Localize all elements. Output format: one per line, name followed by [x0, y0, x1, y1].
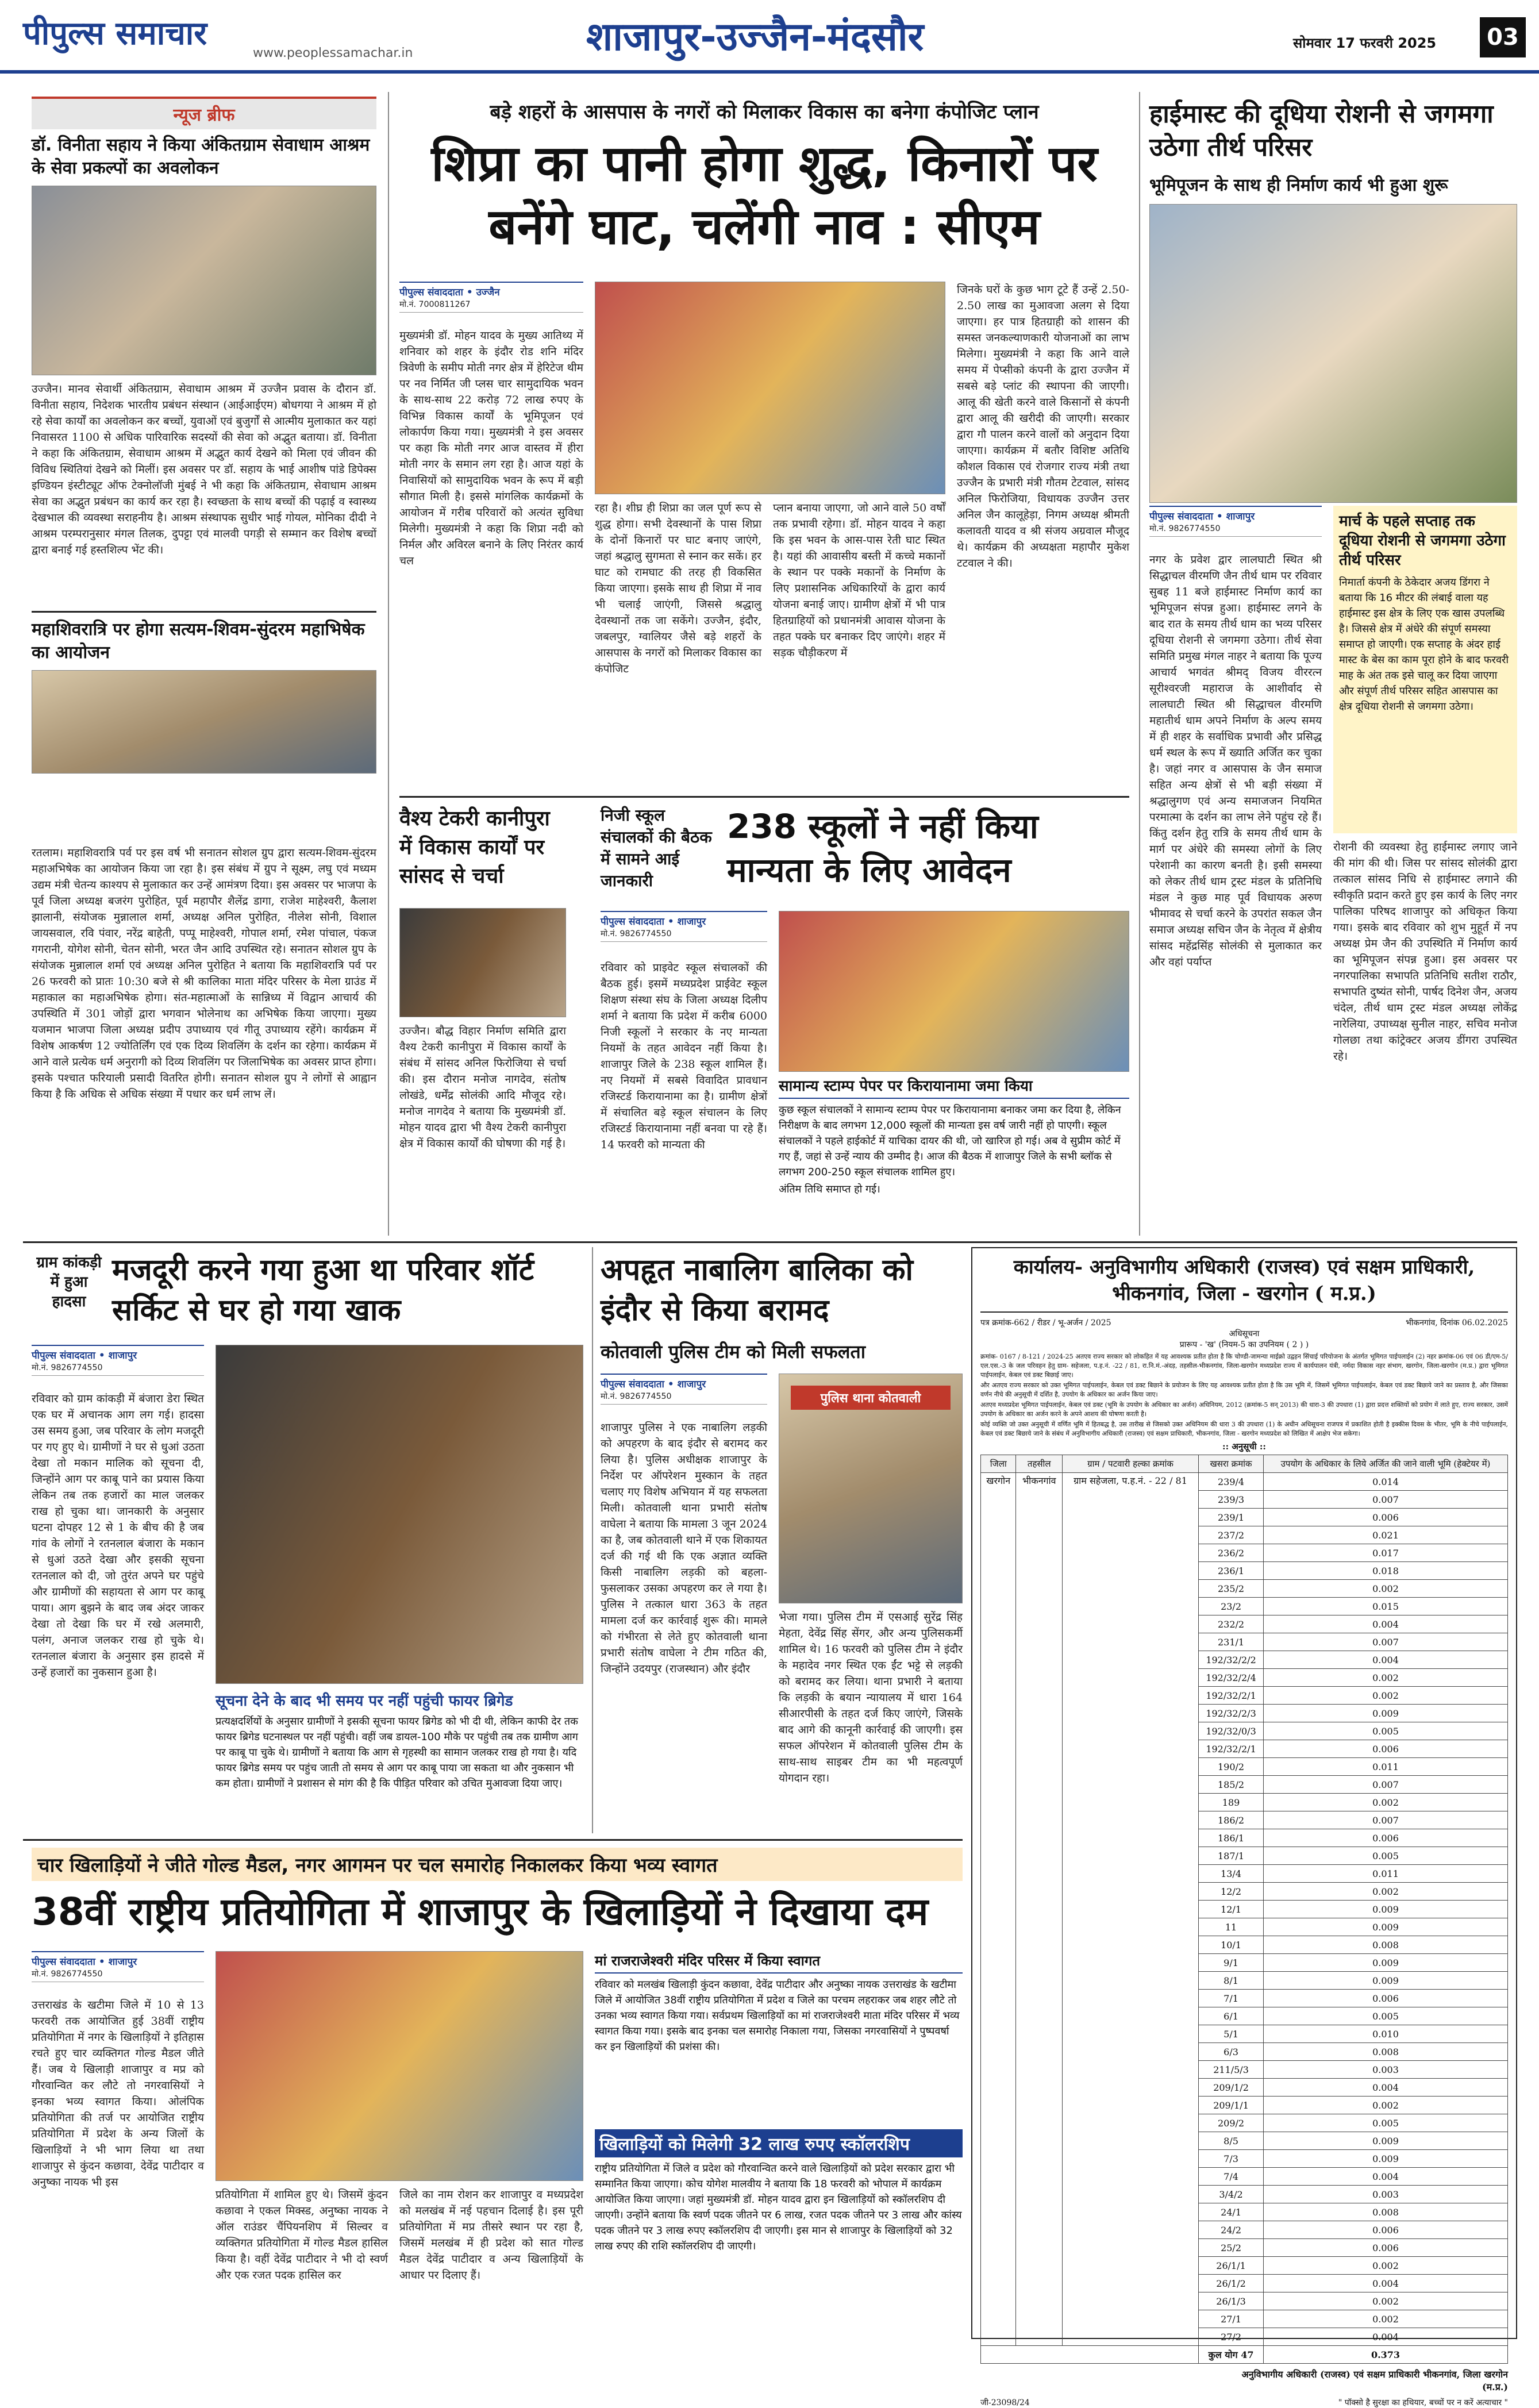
shipra-headline: शिप्रा का पानी होगा शुद्ध, किनारों पर बनेंगे घाट, चलेंगी नाव : सीएम [431, 135, 1098, 256]
shipra-byline: पीपुल्स संवाददाता • उज्जैन मो.नं. 7000811267 [399, 282, 583, 313]
table-cell: 0.006 [1264, 1509, 1508, 1526]
table-cell: 0.002 [1264, 2292, 1508, 2310]
table-cell: 209/1/2 [1199, 2079, 1264, 2097]
highmast-bhoomipujan-photo [1149, 204, 1517, 503]
table-cell: 0.011 [1264, 1758, 1508, 1776]
highmast-subheadline: भूमिपूजन के साथ ही निर्माण कार्य भी हुआ शुरू [1149, 175, 1448, 195]
sports-col-1: उत्तराखंड के खटीमा जिले में 10 से 13 फरवरी तक आयोजित हुई 38वीं राष्ट्रीय प्रतियोगिता में नगर के खिलाड़ियों ने इतिहास रचते हुए चार व्यक्तिगत गोल्ड मैडल जीते हैं। जब ये खिलाड़ी शाजापुर व मप्र को गौरवान्वित कर लौटे तो नगरवासियों ने इनका भव्य स्वागत किया। ओलंपिक प्रतियोगिता की तर्ज पर आयोजित राष्ट्रीय प्रतियोगिता में प्रदेश के अन्य जिलों के खिलाड़ियों ने भी भाग लिया था तथा शाजापुर से कुंदन कछावा, देवेंद्र पाटीदार व अनुष्का नायक भी इस [32, 1999, 204, 2188]
table-cell: 186/1 [1199, 1829, 1264, 1847]
table-cell: 0.002 [1264, 2097, 1508, 2114]
table-cell: 0.018 [1264, 1562, 1508, 1580]
table-cell: 0.006 [1264, 2239, 1508, 2257]
fire-box [216, 1690, 583, 1828]
notice-ref: पत्र क्रमांक-662 / रीडर / भू-अर्जन / 2025 [980, 1318, 1111, 1328]
minor-subheadline: कोतवाली पुलिस टीम को मिली सफलता [601, 1341, 866, 1363]
table-cell: 239/1 [1199, 1509, 1264, 1526]
table-cell: 209/2 [1199, 2114, 1264, 2132]
table-cell: 0.009 [1264, 1954, 1508, 1972]
table-cell: 0.008 [1264, 2043, 1508, 2061]
table-cell: 0.006 [1264, 1990, 1508, 2007]
table-cell: 25/2 [1199, 2239, 1264, 2257]
table-cell: 237/2 [1199, 1526, 1264, 1544]
table-cell: 185/2 [1199, 1776, 1264, 1794]
sports-box-welcome [595, 1951, 963, 2124]
sports-headline: 38वीं राष्ट्रीय प्रतियोगिता में शाजापुर के खिलाड़ियों ने दिखाया दम [32, 1890, 929, 1934]
divider [32, 611, 376, 613]
table-cell: 192/32/2/2 [1199, 1651, 1264, 1669]
table-cell: 9/1 [1199, 1954, 1264, 1972]
table-cell: 6/1 [1199, 2007, 1264, 2025]
table-cell: 6/3 [1199, 2043, 1264, 2061]
table-cell [981, 2346, 1199, 2364]
divider [399, 796, 1129, 798]
sports-box-scholarship [595, 2129, 963, 2342]
fire-headline: मजदूरी करने गया हुआ था परिवार शॉर्ट सर्किट से घर हो गया खाक [112, 1253, 534, 1328]
divider [23, 1839, 963, 1841]
table-cell: 26/1/1 [1199, 2257, 1264, 2275]
table-cell: 0.017 [1264, 1544, 1508, 1562]
minor-headline: अपहृत नाबालिग बालिका को इंदौर से किया बरामद [601, 1253, 913, 1328]
mahashivratri-headline: महाशिवरात्रि पर होगा सत्यम-शिवम-सुंदरम महाभिषेक का आयोजन [32, 620, 365, 663]
notice-form2: प्रारूप - 'ख' (नियम-5 का उपनियम ( 2 ) ) [1179, 1340, 1309, 1349]
minor-byline: पीपुल्स संवाददाता • शाजापुर मो.नं. 9826774550 [601, 1374, 767, 1405]
table-cell: 23/2 [1199, 1598, 1264, 1615]
schools-col-1: रविवार को प्राइवेट स्कूल संचालकों की बैठक हुई। इसमें मध्यप्रदेश प्राईवेट स्कूल शिक्षण संस्था संघ के जिला अध्यक्ष दिलीप शर्मा ने बताया कि प्रदेश में करीब 6000 निजी स्कूलों ने सरकार के नए मान्यता नियमों के तहत आवेदन नहीं किया है। शाजापुर जिले के 238 स्कूल शामिल हैं। नए नियमों में सबसे विवादित प्रावधान रजिस्टर्ड किरायानामा का है। ग्रामीण क्षेत्रों में संचालित बड़े स्कूल संचालन के लिए रजिस्टर्ड किरायानामा नहीं बनवा पा रहे हैं। 14 फरवरी को मान्यता की [601, 961, 767, 1151]
highmast-box [1333, 506, 1517, 833]
notice-para: क्रमांक- 0167 / 8-121 / 2024-25 अतएव राज्य सरकार को लोकहित में यह आवश्यक प्रतीत होता है कि चोण्डी-जामन्या माईक्रो उद्वहन सिंचाई परियोजना के अंतर्गत भूमिगत पाईपलाईन (2) नहर क्रमांक-06 एवं 06 डी/एम-5/एल.एस.-3 के जल परिवहन हेतु ग्राम- सहेजला, प.ह.नं. -22 / 81, रा.नि.मं.-अंदड़, तहसील-भीकनगांव, जिला-खरगोन मध्यप्रदेश राज्य में कार्यपालन यंत्री, नर्मदा विकास नहर संभाग, खरगोन, जिला-खरगोन (म.प्र.) द्वारा भूमिगत पाईपलाईन, केबल एवं डक्ट बिछाई जाए। [980, 1353, 1508, 1379]
table-cell: 26/1/3 [1199, 2292, 1264, 2310]
table-cell: 10/1 [1199, 1936, 1264, 1954]
notice-para: कोई व्यक्ति जो उक्त अनुसूची में वर्णित भूमि में हितबद्ध है, उस तारीख से जिसको उक्त अधिनियम की धारा 3 की उपधारा (1) के अधीन अधिसूचना राजपत्र में प्रकाशित होती है इक्कीस दिवस के भीतर, भूमि के नीचे पाईपलाईन, केबल एवं डक्ट बिछाये जाने के संबंध में अनुविभागीय अधिकारी (राजस्व) एवं सक्षम प्राधिकारी, भीकनगांव, जिला - खरगोन मध्यप्रदेश को लिखित में आक्षेप भेज सकेगा। [980, 1421, 1508, 1437]
table-cell: 189 [1199, 1794, 1264, 1811]
sports-col-2: प्रतियोगिता में शामिल हुए थे। जिसमें कुंदन कछावा ने एकल मिक्स्ड, अनुष्का नायक ने ऑल राउंडर चैंपियनशिप में सिल्वर व व्यक्तिगत प्रतियोगिता में गोल्ड मैडल हासिल किया है। वहीं देवेंद्र पाटीदार ने भी दो स्वर्ण और एक रजत पदक हासिल कर [216, 2188, 388, 2282]
sports-box-scholarship-body: राष्ट्रीय प्रतियोगिता में जिले व प्रदेश को गौरवान्वित करने वाले खिलाड़ियों को प्रदेश सरकार द्वारा भी सम्मानित किया जाएगा। कोच योगेश मालवीय ने बताया कि 18 फरवरी को भोपाल में कार्यक्रम आयोजित किया जाएगा। जहां मुख्यमंत्री डॉ. मोहन यादव द्वारा इन खिलाड़ियों को स्कॉलरशिप दी जाएगी। उन्होंने बताया कि स्वर्ण पदक जीतने पर 6 लाख, रजत पदक जीतने पर 3 लाख और कांस्य पदक जीतने पर 3 लाख रुपए स्कॉलरशिप दी जाएगी। इस मान से शाजापुर के खिलाड़ियों को 32 लाख रुपए की राशि स्कॉलरशिप दी जाएगी। [595, 2163, 962, 2252]
table-cell: 0.005 [1264, 1722, 1508, 1740]
schools-meeting-photo [779, 911, 1129, 1072]
brief-body: उज्जैन। मानव सेवार्थी अंकितग्राम, सेवाधाम आश्रम में उज्जैन प्रवास के दौरान डॉ. विनीता सहाय, निदेशक भारतीय प्रबंधन संस्थान (आईआईएम) बोधगया ने आश्रम में हो रहे सेवा कार्यों का अवलोकन कर बच्चों, युवाओं एवं बुजुर्गों से आत्मीय मुलाकात कर यहां निवासरत 1100 से अधिक पारिवारिक सदस्यों की सेवा को अद्भुत बताया। डॉ. विनीता ने कहा कि अंकितग्राम, सेवाधाम आश्रम में अद्भुत कार्य देखने को मिला एवं जीवन की विविध स्थितियां देखने को मिलीं। इस अवसर पर डॉ. सहाय के भाई आशीष पांडे डिपेक्स इण्डियन इंस्टीट्यूट ऑफ टेक्नोलॉजी मुंबई ने भी कहा कि अंकितग्राम, सेवाधाम आश्रम सेवा का अद्भुत प्रबंधन का कार्य कर रहा है। स्वच्छता के साथ बच्चों की पढ़ाई व स्वास्थ्य देखभाल की व्यवस्था सराहनीय है। आश्रम संस्थापक सुधीर भाई गोयल, मोनिका दीदी ने आश्रम परम्परानुसार मंगल तिलक, दुपट्टा एवं मालवी पगड़ी से सम्मान कर विशेष बच्चों द्वारा बनाई गई हस्तशिल्प भेंट की। [32, 383, 376, 556]
mahashivratri-photo [32, 670, 376, 774]
table-cell: 7/4 [1199, 2168, 1264, 2186]
table-cell: 0.010 [1264, 2025, 1508, 2043]
stamp-box-tail: अंतिम तिथि समाप्त हो गई। [779, 1183, 880, 1195]
table-cell: 0.002 [1264, 1883, 1508, 1901]
table-cell: 192/32/0/3 [1199, 1722, 1264, 1740]
notice-signatory: अनुविभागीय अधिकारी (राजस्व) एवं सक्षम प्राधिकारी भीकनगांव, जिला खरगोन (म.प्र.) [1241, 2369, 1508, 2392]
table-cell: भीकनगांव [1016, 1473, 1063, 2346]
table-cell: 13/4 [1199, 1865, 1264, 1883]
ashram-visit-photo [32, 186, 376, 375]
table-cell: 26/1/2 [1199, 2275, 1264, 2292]
column-rule [388, 92, 389, 1236]
issue-date: सोमवार 17 फरवरी 2025 [1293, 35, 1437, 51]
table-cell: 0.005 [1264, 2007, 1508, 2025]
table-cell: 7/1 [1199, 1990, 1264, 2007]
minor-col-1: शाजापुर पुलिस ने एक नाबालिग लड़की को अपहरण के बाद इंदौर से बरामद कर लिया है। पुलिस अधीक्षक शाजापुर के निर्देश पर ऑपरेशन मुस्कान के तहत चलाए गए विशेष अभियान में यह सफलता मिली। कोतवाली थाना प्रभारी संतोष वाघेला ने बताया कि मामला 3 जून 2024 का है, जब कोतवाली थाने में एक शिकायत दर्ज की गई थी कि एक अज्ञात व्यक्ति किसी नाबालिग लड़की को बहला-फुसलाकर उसका अपहरण कर ले गया है। पुलिस ने तत्काल धारा 363 के तहत मामला दर्ज कर कार्रवाई शुरू की। मामले को गंभीरता से लेते हुए कोतवाली थाना प्रभारी संतोष वाघेला ने टीम गठित की, जिन्होंने उदयपुर (राजस्थान) और इंदौर [601, 1421, 767, 1675]
table-cell: 239/4 [1199, 1473, 1264, 1491]
notice-slogan: " पॉक्सो है सुरक्षा का हथियार, बच्चों पर न करें अत्याचार " [1338, 2398, 1508, 2407]
table-cell: 0.004 [1264, 1615, 1508, 1633]
table-header: उपयोग के अधिकार के लिये अर्जित की जाने वाली भूमि (हेक्टेयर में) [1264, 1455, 1508, 1473]
table-cell: 187/1 [1199, 1847, 1264, 1865]
table-cell: 0.009 [1264, 2132, 1508, 2150]
police-station-photo [779, 1374, 963, 1603]
divider [23, 1241, 1517, 1243]
fire-damage-photo [216, 1345, 583, 1684]
table-cell: 0.005 [1264, 1847, 1508, 1865]
shipra-col-4: जिनके घरों के कुछ भाग टूटे हैं उन्हें 2.50-2.50 लाख का मुआवजा अलग से दिया जाएगा। हर पात्र हितग्राही को शासन की समस्त जनकल्याणकारी योजनाओं का लाभ मिलेगा। मुख्यमंत्री ने कहा कि आने वाले समय में पेप्सीको कंपनी के द्वारा उज्जैन में सबसे बड़े प्लांट की स्थापना की जाएगी। आलू की खेती करने वाले किसानों से कंपनी द्वारा आलू की खरीदी की जाएगी। सरकार द्वारा गौ पालन करने वालों को अनुदान दिया जाएगा। कार्यक्रम में बतौर विशिष्ट अतिथि कौशल विकास एवं रोजगार राज्य मंत्री तथा उज्जैन के प्रभारी मंत्री गौतम टेटवाल, सांसद अनिल फिरोजिया, विधायक उज्जैन उत्तर अनिल जैन कालूहेड़ा, निगम अध्यक्ष श्रीमती कलावती यादव व श्री संजय अग्रवाल मौजूद थे। कार्यक्रम की अध्यक्षता महापौर मुकेश टटवाल ने की। [957, 283, 1129, 570]
masthead [0, 0, 1539, 74]
notice-para: और अतएव राज्य सरकार को उक्त भूमिगत पाईपलाईन, केबल एवं डक्ट बिछाने के प्रयोजन के लिए यह आवश्यक प्रतीत होता है कि उस भूमि में, जिसमें भूमिगत पाईपलाईन, केबल एवं डक्ट बिछाये जाने का प्रस्ताव है, और जिसका वर्णन नीचे की अनुसूची में दर्शित है, उपयोग के अधिकार का अर्जन किया जाए। [980, 1382, 1508, 1398]
table-cell: 0.007 [1264, 1491, 1508, 1509]
table-cell: 236/1 [1199, 1562, 1264, 1580]
section-title-text: शाजापुर-उज्जैन-मंदसौर [586, 14, 924, 60]
table-cell: 0.002 [1264, 2257, 1508, 2275]
sports-box-welcome-title: मां राजराजेश्वरी मंदिर परिसर में किया स्वागत [595, 1951, 963, 1974]
table-cell: 0.006 [1264, 1829, 1508, 1847]
table-cell: 0.007 [1264, 1633, 1508, 1651]
table-cell: 0.004 [1264, 2079, 1508, 2097]
highmast-box-body: निमार्ता कंपनी के ठेकेदार अजय डिंगरा ने बताया कि 16 मीटर की लंबाई वाला यह हाईमास्ट इस क्षेत्र के लिए एक खास उपलब्धि है। जिससे क्षेत्र में अंधेरे की संपूर्ण समस्या समाप्त हो जाएगी। एक सप्ताह के अंदर हाई मास्ट के बेस का काम पूरा होने के बाद फरवरी माह के अंत तक इसे चालू कर दिया जाएगा और संपूर्ण तीर्थ परिसर सहित आसपास का क्षेत्र दूधिया रोशनी से जगमगा उठेगा। [1339, 576, 1509, 713]
table-cell: 239/3 [1199, 1491, 1264, 1509]
minor-col-2: भेजा गया। पुलिस टीम में एसआई सुरेंद्र सिंह मेहता, देवेंद्र सिंह सेंगर, और अन्य पुलिसकर्मी शामिल थे। 16 फरवरी को पुलिस टीम ने इंदौर के महादेव नगर स्थित एक ईंट भट्टे से लड़की को बरामद कर लिया। थाना प्रभारी ने बताया कि लड़की के बयान न्यायालय में धारा 164 सीआरपीसी के तहत दर्ज किए जाएंगे, जिसके बाद आगे की कानूनी कार्रवाई की जाएगी। इस सफल ऑपरेशन में कोतवाली पुलिस टीम के साथ-साथ साइबर टीम का भी महत्वपूर्ण योगदान रहा। [779, 1611, 963, 1784]
table-cell: 0.009 [1264, 1901, 1508, 1918]
fire-kicker: ग्राम कांकड़ी में हुआ हादसा [36, 1254, 102, 1310]
table-header: तहसील [1016, 1455, 1063, 1473]
section-title [586, 8, 1218, 66]
table-cell: 232/2 [1199, 1615, 1264, 1633]
column-rule [592, 1247, 593, 1833]
table-cell: 0.004 [1264, 2275, 1508, 2292]
table-cell: 0.002 [1264, 1580, 1508, 1598]
table-cell: 24/2 [1199, 2221, 1264, 2239]
table-cell: 192/32/2/1 [1199, 1740, 1264, 1758]
table-cell: 0.002 [1264, 1687, 1508, 1705]
table-cell: 0.004 [1264, 2168, 1508, 2186]
highmast-byline: पीपुल्स संवाददाता • शाजापुर मो.नं. 9826774550 [1149, 506, 1322, 537]
table-cell: कुल योग 47 [1199, 2346, 1264, 2364]
table-cell: खरगोन [981, 1473, 1016, 2346]
table-cell: 0.006 [1264, 2221, 1508, 2239]
police-station-sign: पुलिस थाना कोतवाली [791, 1386, 951, 1410]
table-cell: 0.015 [1264, 1598, 1508, 1615]
table-cell: 236/2 [1199, 1544, 1264, 1562]
table-cell: 0.007 [1264, 1811, 1508, 1829]
shipra-col-1: मुख्यमंत्री डॉ. मोहन यादव के मुख्य आतिथ्य में शनिवार को शहर के इंदौर रोड शनि मंदिर त्रिवेणी के समीप मोती नगर क्षेत्र में हेरिटेज थीम पर नव निर्मित जी प्लस चार सामुदायिक भवन के साथ-साथ 22 करोड़ 72 लाख रुपए के विभिन्न विकास कार्यों के भूमिपूजन एवं लोकार्पण किया गया। मुख्यमंत्री ने इस अवसर पर कहा कि मोती नगर आज वास्तव में हीरा मोती नगर के समान लग रहा है। आज यहां के निवासियों को सामुदायिक भवन के रूप में बड़ी सौगात मिली है। इससे मांगलिक कार्यक्रमों के आयोजन में गरीब परिवारों को अत्यंत सुविधा मिलेगी। मुख्यमंत्री ने कहा कि शिप्रा नदी को निर्मल और अविरल बनाने के लिए निरंतर कार्य चल [399, 329, 583, 567]
schools-headline: 238 स्कूलों ने नहीं किया मान्यता के लिए आवेदन [727, 807, 1038, 890]
notice-date: भीकनगांव, दिनांक 06.02.2025 [1406, 1318, 1508, 1328]
schools-kicker: निजी स्कूल संचालकों की बैठक में सामने आई जानकारी [601, 806, 712, 890]
highmast-headline: हाईमास्ट की दूधिया रोशनी से जगमगा उठेगा तीर्थ परिसर [1149, 99, 1494, 162]
table-cell: 192/32/2/4 [1199, 1669, 1264, 1687]
table-cell: 12/2 [1199, 1883, 1264, 1901]
sports-col-3: जिले का नाम रोशन कर शाजापुर व मध्यप्रदेश को मलखंब में नई पहचान दिलाई है। इस पूरी प्रतियोगिता में मप्र तीसरे स्थान पर रहा है, जिसमें मलखंब में ही प्रदेश को सात गोल्ड मैडल देवेंद्र पाटीदार व अन्य खिलाड़ियों के आधार पर दिलाए हैं। [399, 2188, 583, 2282]
table-cell: 0.004 [1264, 1651, 1508, 1669]
website-url: www.peoplessamachar.in [253, 46, 413, 60]
table-cell: 8/1 [1199, 1972, 1264, 1990]
table-cell: 12/1 [1199, 1901, 1264, 1918]
table-cell: 11 [1199, 1918, 1264, 1936]
table-header: जिला [981, 1455, 1016, 1473]
sports-kicker: चार खिलाड़ियों ने जीते गोल्ड मैडल, नगर आगमन पर चल समारोह निकालकर किया भव्य स्वागत [32, 1848, 963, 1881]
table-cell: 5/1 [1199, 2025, 1264, 2043]
schedule-title: :: अनुसूची :: [1222, 1441, 1266, 1452]
notice-title: कार्यालय- अनुविभागीय अधिकारी (राजस्व) एवं सक्षम प्राधिकारी, भीकनगांव, जिला - खरगोन ( म.प्र.) [980, 1254, 1508, 1313]
sports-byline: पीपुल्स संवाददाता • शाजापुर मो.नं. 9826774550 [32, 1951, 204, 1982]
vaishya-headline: वैश्य टेकरी कानीपुरा में विकास कार्यों पर सांसद से चर्चा [399, 807, 550, 888]
stamp-box-title: सामान्य स्टाम्प पेपर पर किरायानामा जमा किया [779, 1075, 1129, 1099]
shipra-kicker: बड़े शहरों के आसपास के नगरों को मिलाकर विकास का बनेगा कंपोजिट प्लान [490, 101, 1039, 124]
sports-welcome-photo [216, 1951, 583, 2181]
sports-box-welcome-body: रविवार को मलखंब खिलाड़ी कुंदन कछावा, देवेंद्र पाटीदार और अनुष्का नायक उत्तराखंड के खटीमा जिले में आयोजित 38वीं राष्ट्रीय प्रतियोगिता में प्रदेश व जिले का परचम लहराकर जब शहर लौटे तो उनका भव्य स्वागत किया गया। सर्वप्रथम खिलाड़ियों का मां राजराजेश्वरी माता मंदिर परिसर में भव्य स्वागत किया गया। इसके बाद इनका चल समारोह निकाला गया, जिसका नगरवासियों ने पुष्पवर्षा कर इन खिलाड़ियों की प्रशंसा की। [595, 1979, 960, 2053]
land-notice [971, 1247, 1517, 2407]
table-cell: 8/5 [1199, 2132, 1264, 2150]
table-cell: 0.003 [1264, 2186, 1508, 2203]
table-cell: 0.005 [1264, 2114, 1508, 2132]
table-header: खसरा क्रमांक [1199, 1455, 1264, 1473]
table-header: ग्राम / पटवारी हल्का क्रमांक [1063, 1455, 1199, 1473]
vaishya-photo [399, 908, 566, 1017]
table-cell: 0.008 [1264, 2203, 1508, 2221]
schools-stamp-box [779, 1075, 1129, 1230]
brief-headline: डॉ. विनीता सहाय ने किया अंकितग्राम सेवाधाम आश्रम के सेवा प्रकल्पों का अवलोकन [32, 135, 370, 178]
highmast-box-title: मार्च के पहले सप्ताह तक दूधिया रोशनी से जगमगा उठेगा तीर्थ परिसर [1339, 513, 1506, 569]
table-cell: 186/2 [1199, 1811, 1264, 1829]
table-row [981, 1473, 1508, 1491]
table-cell: 0.002 [1264, 1794, 1508, 1811]
table-cell: 0.008 [1264, 1936, 1508, 1954]
table-cell: 0.009 [1264, 1918, 1508, 1936]
stamp-box-body: कुछ स्कूल संचालकों ने सामान्य स्टाम्प पेपर पर किरायानामा बनाकर जमा कर दिया है, लेकिन निरीक्षण के बाद लगभग 12,000 स्कूलों की मान्यता इस वर्ष जारी नहीं हो पाएगी। स्कूल संचालकों ने पहले हाईकोर्ट में याचिका दायर की थी, जो खारिज हो गई। अब वे सुप्रीम कोर्ट में गए हैं, जहां से उन्हें न्याय की उम्मीद है। आज की बैठक में शाजापुर जिले के सभी ब्लॉक से लगभग 200-250 स्कूल संचालक शामिल हुए। [779, 1104, 1121, 1178]
page-number: 03 [1480, 17, 1526, 57]
table-cell: 3/4/2 [1199, 2186, 1264, 2203]
brief-tag: न्यूज ब्रीफ [32, 97, 376, 129]
table-cell: 27/1 [1199, 2310, 1264, 2328]
brand-logo [23, 10, 287, 62]
table-cell: 27/2 [1199, 2328, 1264, 2346]
table-cell: 192/32/2/3 [1199, 1705, 1264, 1722]
notice-code: जी-23098/24 [980, 2398, 1030, 2407]
table-cell: 0.011 [1264, 1865, 1508, 1883]
sports-box-scholarship-title: खिलाड़ियों को मिलेगी 32 लाख रुपए स्कॉलरशिप [595, 2129, 963, 2157]
fire-box-body: प्रत्यक्षदर्शियों के अनुसार ग्रामीणों ने इसकी सूचना फायर ब्रिगेड को भी दी थी, लेकिन काफी देर तक फायर ब्रिगेड घटनास्थल पर नहीं पहुंची। वहीं जब डायल-100 मौके पर पहुंची तब तक ग्रामीण आग पर काबू पा चुके थे। ग्रामीणों ने बताया कि आग से गृहस्थी का सामान जलकर राख हो गया है। यदि फायर ब्रिगेड समय पर पहुंच जाती तो समय से आग पर काबू पाया जा सकता था और नुकसान भी कम होता। ग्रामीणों ने प्रशासन से मांग की है कि पीड़ित परिवार को उचित मुआवजा दिया जाए। [216, 1715, 578, 1790]
fire-body: रविवार को ग्राम कांकड़ी में बंजारा डेरा स्थित एक घर में अचानक आग लग गई। हादसा उस समय हुआ, जब परिवार के लोग मजदूरी पर गए हुए थे। ग्रामीणों ने घर से धुआं उठता देखा तो मकान मालिक को सूचना दी, जिन्होंने आग पर काबू पाने का प्रयास किया लेकिन तब तक हजारों का माल जलकर राख हो चुका था। जानकारी के अनुसार घटना दोपहर 12 से 1 के बीच की है जब गांव के लोगों ने रतनलाल बंजारा के मकान से धुआं उठते देखा और इसकी सूचना रतनलाल को दी, जो तुरंत अपने घर पहुंचे और ग्रामीणों की सहायता से आग पर काबू पाया। आग बुझने के बाद जब अंदर जाकर देखा तो देखा कि घर में रखे अलमारी, पलंग, अनाज जलकर राख हो चुके थे। रतनलाल बंजारा के अनुसार इस हादसे में उन्हें हजारों का नुकसान हुआ है। [32, 1393, 204, 1679]
table-cell: 7/3 [1199, 2150, 1264, 2168]
table-cell: 190/2 [1199, 1758, 1264, 1776]
table-cell: 0.373 [1264, 2346, 1508, 2364]
column-rule [1139, 92, 1140, 1236]
shipra-col-3: प्लान बनाया जाएगा, जो आने वाले 50 वर्षों तक प्रभावी रहेगा। डॉ. मोहन यादव ने कहा कि इस भवन के आस-पास रेती घाट स्थित है। यहां की आवासीय बस्ती में कच्चे मकानों के स्थान पर पक्के मकानों के निर्माण के लिए प्रशासनिक अधिकारियों के द्वारा कार्य योजना बनाई जाए। ग्रामीण क्षेत्रों में भी पात्र हितग्राहियों को प्रधानमंत्री आवास योजना के तहत पक्के घर बनाकर दिए जाएंगे। शहर में सड़क चौड़ीकरण में [773, 502, 945, 659]
table-cell: 0.021 [1264, 1526, 1508, 1544]
highmast-col-1: नगर के प्रवेश द्वार लालघाटी स्थित श्री सिद्धाचल वीरमणि जैन तीर्थ धाम पर रविवार सुबह 11 बजे हाईमास्ट निर्माण कार्य का भूमिपूजन संपन्न हुआ। हाईमास्ट लगने के बाद रात के समय तीर्थ धाम का भव्य परिसर दूधिया रोशनी से जगमगा उठेगा। तीर्थ सेवा समिति प्रमुख मंगल नाहर ने बताया कि पूज्य आचार्य भगवंत श्रीमद् विजय वीररत्न सूरीश्वरजी महाराज के आशीर्वाद से लालघाटी स्थित श्री सिद्धाचल वीरमणि महातीर्थ धाम अपने निर्माण के अल्प समय में ही शहर के सर्वाधिक प्रभावी और प्रसिद्ध धर्म स्थल के रूप में ख्याति अर्जित कर चुका है। जहां नगर व आसपास के जैन समाज सहित अन्य क्षेत्रों से भी बड़ी संख्या में श्रद्धालुगण एवं अन्य समाजजन नियमित परमात्मा के दर्शन का लाभ लेने पहुंच रहे हैं। किंतु दर्शन हेतु रात्रि के समय तीर्थ धाम के मार्ग पर अंधेरे की समस्या लोगों के लिए परेशानी का कारण बनती है। इसी समस्या को लेकर तीर्थ धाम ट्रस्ट मंडल के प्रतिनिधि मंडल ने कुछ माह पूर्व विधायक अरुण भीमावद से चर्चा करने के उपरांत सकल जैन समाज अध्यक्ष सचिन जैन के नेतृत्व में क्षेत्रीय सांसद महेंद्रसिंह सोलंकी से मुलाकात कर और वहां पर्याप्त [1149, 553, 1322, 968]
fire-box-title: सूचना देने के बाद भी समय पर नहीं पहुंची फायर ब्रिगेड [216, 1692, 513, 1710]
land-schedule-table [980, 1455, 1508, 2364]
vaishya-body: उज्जैन। बौद्ध विहार निर्माण समिति द्वारा वैश्य टेकरी कानीपुरा में विकास कार्यों के संबंध में सांसद अनिल फिरोजिया से चर्चा की। इस दौरान मनोज नागदेव, संतोष लोखंडे, धर्मेंद्र सोलंकी आदि मौजूद रहे। मनोज नागदेव ने बताया कि मुख्यमंत्री डॉ. मोहन यादव द्वारा भी वैश्य टेकरी कानीपुरा क्षेत्र में विकास कार्यों की घोषणा की गई है। [399, 1025, 566, 1150]
shipra-event-photo [595, 282, 945, 494]
shipra-col-2: रहा है। शीघ्र ही शिप्रा का जल पूर्ण रूप से शुद्ध होगा। सभी देवस्थानों के पास शिप्रा के दोनों किनारों पर घाट बनाए जाएंगे, जहां श्रद्धालु सुगमता से स्नान कर सकें। हर घाट को रामघाट की तरह ही विकसित किया जाएगा। इसके साथ ही शिप्रा में नाव भी चलाई जाएंगी, जिससे श्रद्धालु देवस्थानों तक जा सकेंगे। उज्जैन, इंदौर, जबलपुर, ग्वालियर जैसे बड़े शहरों के आसपास के नगरों को मिलाकर विकास का कंपोजिट [595, 502, 761, 675]
table-cell: 0.003 [1264, 2061, 1508, 2079]
table-cell: 0.002 [1264, 1669, 1508, 1687]
table-cell: ग्राम सहेजला, प.ह.नं. - 22 / 81 [1063, 1473, 1199, 2346]
table-cell: 0.009 [1264, 2150, 1508, 2168]
table-cell: 211/5/3 [1199, 2061, 1264, 2079]
fire-byline: पीपुल्स संवाददाता • शाजापुर मो.नं. 9826774550 [32, 1345, 204, 1376]
notice-form: अधिसूचना [1229, 1329, 1260, 1338]
schools-byline: पीपुल्स संवाददाता • शाजापुर मो.नं. 9826774550 [601, 911, 767, 942]
table-cell: 0.007 [1264, 1776, 1508, 1794]
table-cell: 231/1 [1199, 1633, 1264, 1651]
table-cell: 0.002 [1264, 2310, 1508, 2328]
news-brief [32, 97, 376, 867]
table-cell: 0.009 [1264, 1972, 1508, 1990]
mahashivratri-body: रतलाम। महाशिवरात्रि पर्व पर इस वर्ष भी सनातन सोशल ग्रुप द्वारा सत्यम-शिवम-सुंदरम महाअभिषेक का आयोजन किया जा रहा है। इस संबंध में ग्रुप ने सूक्ष्म, लघु एवं मध्यम उद्यम मंत्री चेतन्य काश्यप से मुलाकात कर उन्हें आमंत्रण दिया। इस अवसर पर भाजपा के पूर्व जिला अध्यक्ष बजरंग पुरोहित, पूर्व महापौर शैलेंद्र डागा, राजेश माहेश्वरी, कैलाश झालानी, संयोजक मुन्नालाल शर्मा, अध्यक्ष अनिल पुरोहित, नीलेश सोनी, विशाल जायसवाल, रवि पंवार, नरेंद्र बाहेती, पप्पू माहेश्वरी, गोपाल शर्मा, रमेश पांचाल, पंकज गगरानी, योगेश सोनी, चेतन सोनी, भरत जैन आदि उपस्थित रहे। सनातन सोशल ग्रुप के संयोजक मुन्नालाल शर्मा एवं अध्यक्ष अनिल पुरोहित ने बताया कि महाशिवरात्रि पर्व पर 26 फरवरी को प्रातः 10:30 बजे से श्री कालिका माता मंदिर परिसर के मेला ग्राउंड में महाकाल का महाअभिषेक होगा। संत-महात्माओं के सान्निध्य में विद्वान आचार्य की उपस्थिति में 301 जोड़ों द्वारा भगवान भोलेनाथ का अभिषेक किया जाएगा। मुख्य यजमान भाजपा जिला अध्यक्ष प्रदीप उपाध्याय एवं गीतू उपाध्याय रहेंगे। कार्यक्रम में विशेष आकर्षण 12 ज्योतिर्लिंग एवं एक दिव्य शिवलिंग के दर्शन का रहेगा। कार्यक्रम में आने वाले प्रत्येक धर्म अनुरागी को दिव्य शिवलिंग पर जिलाभिषेक का अवसर प्राप्त होगा। इसके पश्चात फरियाली प्रसादी वितरित होगी। सनातन सोशल ग्रुप ने लोगों से आह्वान किया है कि अधिक से अधिक संख्या में पधार कर धर्म लाभ लें। [32, 847, 376, 1101]
table-cell: 0.009 [1264, 1705, 1508, 1722]
table-cell: 235/2 [1199, 1580, 1264, 1598]
table-cell: 209/1/1 [1199, 2097, 1264, 2114]
table-total-row [981, 2346, 1508, 2364]
highmast-col-2: रोशनी की व्यवस्था हेतु हाईमास्ट लगाए जाने की मांग की थी। जिस पर सांसद सोलंकी द्वारा तत्काल सांसद निधि से हाईमास्ट लगाने की स्वीकृति प्रदान करते हुए इस कार्य के लिए नगर पालिका परिषद शाजापुर को अधिकृत किया गया। इसके बाद रविवार को शुभ मुहूर्त में नप अध्यक्ष प्रेम जैन की उपस्थिति में निर्माण कार्य का भूमिपूजन संपन्न हुआ। इस अवसर पर नगरपालिका सभापति प्रतिनिधि सतीश राठौर, सभापति दुष्यंत सोनी, पार्षद दिनेश जैन, अजय चंदेल, तीर्थ धाम ट्रस्ट मंडल अध्यक्ष लोकेंद्र नारेलिया, उपाध्यक्ष सुनील नाहर, सचिव मनोज गोलछा तथा कांट्रेक्टर अजय डींगरा उपस्थित रहे। [1333, 841, 1517, 1063]
table-cell: 24/1 [1199, 2203, 1264, 2221]
brand-name: पीपुल्स समाचार [23, 15, 207, 52]
table-cell: 0.006 [1264, 1740, 1508, 1758]
notice-para: अतएव मध्यप्रदेश भूमिगत पाईपलाईन, केबल एवं डक्ट (भूमि के उपयोग के अधिकार का अर्जन) अधिनियम, 2012 (क्रमांक-5 सन् 2013) की धारा-3 की उपधारा (1) द्वारा प्रदत्त शक्तियों को प्रयोग में लाते हुए, राज्य सरकार, उसमें उपयोग के अधिकार का अर्जन करने के अपने आशय की घोषणा करती है। [980, 1401, 1508, 1418]
table-cell: 192/32/2/1 [1199, 1687, 1264, 1705]
table-cell: 0.014 [1264, 1473, 1508, 1491]
table-cell: 0.004 [1264, 2328, 1508, 2346]
